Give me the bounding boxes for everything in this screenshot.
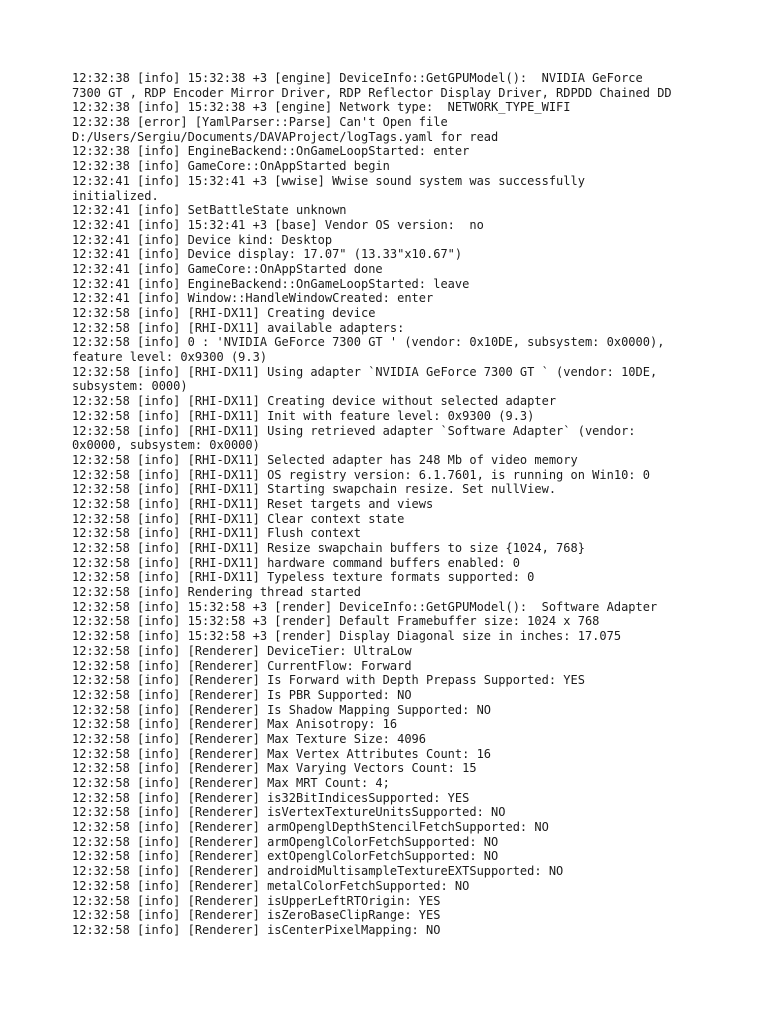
log-line: 0x0000, subsystem: 0x0000) <box>72 438 260 453</box>
log-line: 12:32:58 [info] Rendering thread started <box>72 585 361 600</box>
log-line: 12:32:58 [info] [Renderer] is32BitIndicesSupported: YES <box>72 790 470 805</box>
log-line: 12:32:58 [info] [RHI-DX11] Typeless texture formats supported: 0 <box>72 570 535 585</box>
log-line: 12:32:58 [info] [Renderer] Max Anisotropy: 16 <box>72 717 398 732</box>
log-line: 12:32:58 [info] [Renderer] CurrentFlow: Forward <box>72 658 412 673</box>
log-line: 12:32:58 [info] [RHI-DX11] Init with feature level: 0x9300 (9.3) <box>72 408 535 423</box>
log-line: 12:32:58 [info] [Renderer] Is PBR Supported: NO <box>72 687 412 702</box>
log-line: 12:32:58 [info] [Renderer] armOpenglDepthStencilFetchSupported: NO <box>72 820 549 835</box>
log-line: feature level: 0x9300 (9.3) <box>72 350 268 365</box>
log-line: 12:32:58 [info] [RHI-DX11] hardware command buffers enabled: 0 <box>72 555 520 570</box>
log-line: 12:32:58 [info] [RHI-DX11] Starting swapchain resize. Set nullView. <box>72 482 557 497</box>
log-line: 12:32:58 [info] [RHI-DX11] Using retrieved adapter `Software Adapter` (vendor: <box>72 423 636 438</box>
log-line: 12:32:58 [info] [Renderer] Max Vertex Attributes Count: 16 <box>72 746 492 761</box>
log-line: 12:32:38 [info] GameCore::OnAppStarted begin <box>72 159 390 174</box>
log-line: 12:32:58 [info] [RHI-DX11] Creating device <box>72 306 376 320</box>
log-line: 12:32:58 [info] [RHI-DX11] Reset targets and views <box>72 496 434 511</box>
log-line: 12:32:58 [info] [Renderer] armOpenglColorFetchSupported: NO <box>72 834 499 849</box>
log-line: 12:32:41 [info] Device display: 17.07" (13.33"x10.67") <box>72 247 463 262</box>
log-line: 12:32:58 [info] [Renderer] Is Shadow Mapping Supported: NO <box>72 702 492 717</box>
log-line: 12:32:58 [info] [RHI-DX11] Creating device without selected adapter <box>72 394 557 409</box>
log-line: 12:32:58 [info] [Renderer] Is Forward with Depth Prepass Supported: YES <box>72 673 585 688</box>
log-line: 12:32:58 [info] [RHI-DX11] available adapters: <box>72 320 405 335</box>
log-line: 12:32:58 [info] [Renderer] extOpenglColorFetchSupported: NO <box>72 849 499 864</box>
log-line: 12:32:58 [info] 15:32:58 +3 [render] Default Framebuffer size: 1024 x 768 <box>72 614 600 629</box>
log-line: 12:32:38 [info] 15:32:38 +3 [engine] Network type: NETWORK_TYPE_WIFI <box>72 100 571 115</box>
log-text-block <box>72 71 732 938</box>
log-line: 12:32:41 [info] EngineBackend::OnGameLoopStarted: leave <box>72 276 470 291</box>
log-line: 12:32:58 [info] 15:32:58 +3 [render] Display Diagonal size in inches: 17.075 <box>72 629 622 644</box>
log-line: 12:32:58 [info] [Renderer] isZeroBaseClipRange: YES <box>72 908 441 923</box>
log-line: subsystem: 0000) <box>72 379 188 394</box>
log-line: 7300 GT , RDP Encoder Mirror Driver, RDP Reflector Display Driver, RDPDD Chained DD <box>72 85 672 100</box>
log-line: 12:32:58 [info] [RHI-DX11] Clear context state <box>72 511 405 526</box>
log-line: 12:32:41 [info] 15:32:41 +3 [base] Vendor OS version: no <box>72 217 484 232</box>
log-line: 12:32:58 [info] [Renderer] DeviceTier: UltraLow <box>72 643 412 658</box>
log-line: 12:32:38 [info] 15:32:38 +3 [engine] DeviceInfo::GetGPUModel(): NVIDIA GeForce <box>72 71 643 85</box>
log-line: 12:32:58 [info] [RHI-DX11] OS registry version: 6.1.7601, is running on Win10: 0 <box>72 467 650 482</box>
log-line: 12:32:58 [info] [RHI-DX11] Flush context <box>72 526 361 541</box>
log-line: 12:32:58 [info] [Renderer] androidMultisampleTextureEXTSupported: NO <box>72 864 564 879</box>
log-line: 12:32:58 [info] 0 : 'NVIDIA GeForce 7300 GT ' (vendor: 0x10DE, subsystem: 0x0000), <box>72 335 665 350</box>
log-line: 12:32:58 [info] [Renderer] Max Texture Size: 4096 <box>72 731 427 746</box>
log-line: initialized. <box>72 188 159 203</box>
log-line: 12:32:58 [info] [RHI-DX11] Selected adapter has 248 Mb of video memory <box>72 452 578 467</box>
log-line: 12:32:58 [info] [Renderer] isVertexTextureUnitsSupported: NO <box>72 805 506 820</box>
log-line: 12:32:58 [info] 15:32:58 +3 [render] DeviceInfo::GetGPUModel(): Software Adapter <box>72 599 658 614</box>
log-line: 12:32:58 [info] [Renderer] isUpperLeftRTOrigin: YES <box>72 893 441 908</box>
log-line: 12:32:58 [info] [Renderer] Max Varying Vectors Count: 15 <box>72 761 477 776</box>
log-line: 12:32:58 [info] [Renderer] Max MRT Count: 4; <box>72 776 390 790</box>
log-line: 12:32:38 [info] EngineBackend::OnGameLoopStarted: enter <box>72 144 470 159</box>
log-line: 12:32:38 [error] [YamlParser::Parse] Can't Open file <box>72 115 448 130</box>
log-line: 12:32:41 [info] SetBattleState unknown <box>72 203 347 218</box>
log-line: 12:32:58 [info] [RHI-DX11] Using adapter `NVIDIA GeForce 7300 GT ` (vendor: 10DE, <box>72 364 658 379</box>
log-line: 12:32:58 [info] [Renderer] metalColorFetchSupported: NO <box>72 878 470 893</box>
log-line: 12:32:41 [info] GameCore::OnAppStarted done <box>72 261 383 276</box>
log-line: 12:32:41 [info] 15:32:41 +3 [wwise] Wwise sound system was successfully <box>72 173 585 188</box>
log-line: 12:32:41 [info] Window::HandleWindowCreated: enter <box>72 291 434 306</box>
log-line: D:/Users/Sergiu/Documents/DAVAProject/logTags.yaml for read <box>72 129 499 144</box>
log-line: 12:32:41 [info] Device kind: Desktop <box>72 232 333 247</box>
log-line: 12:32:58 [info] [RHI-DX11] Resize swapchain buffers to size {1024, 768} <box>72 541 585 555</box>
log-page <box>72 71 732 938</box>
log-line: 12:32:58 [info] [Renderer] isCenterPixelMapping: NO <box>72 922 441 937</box>
